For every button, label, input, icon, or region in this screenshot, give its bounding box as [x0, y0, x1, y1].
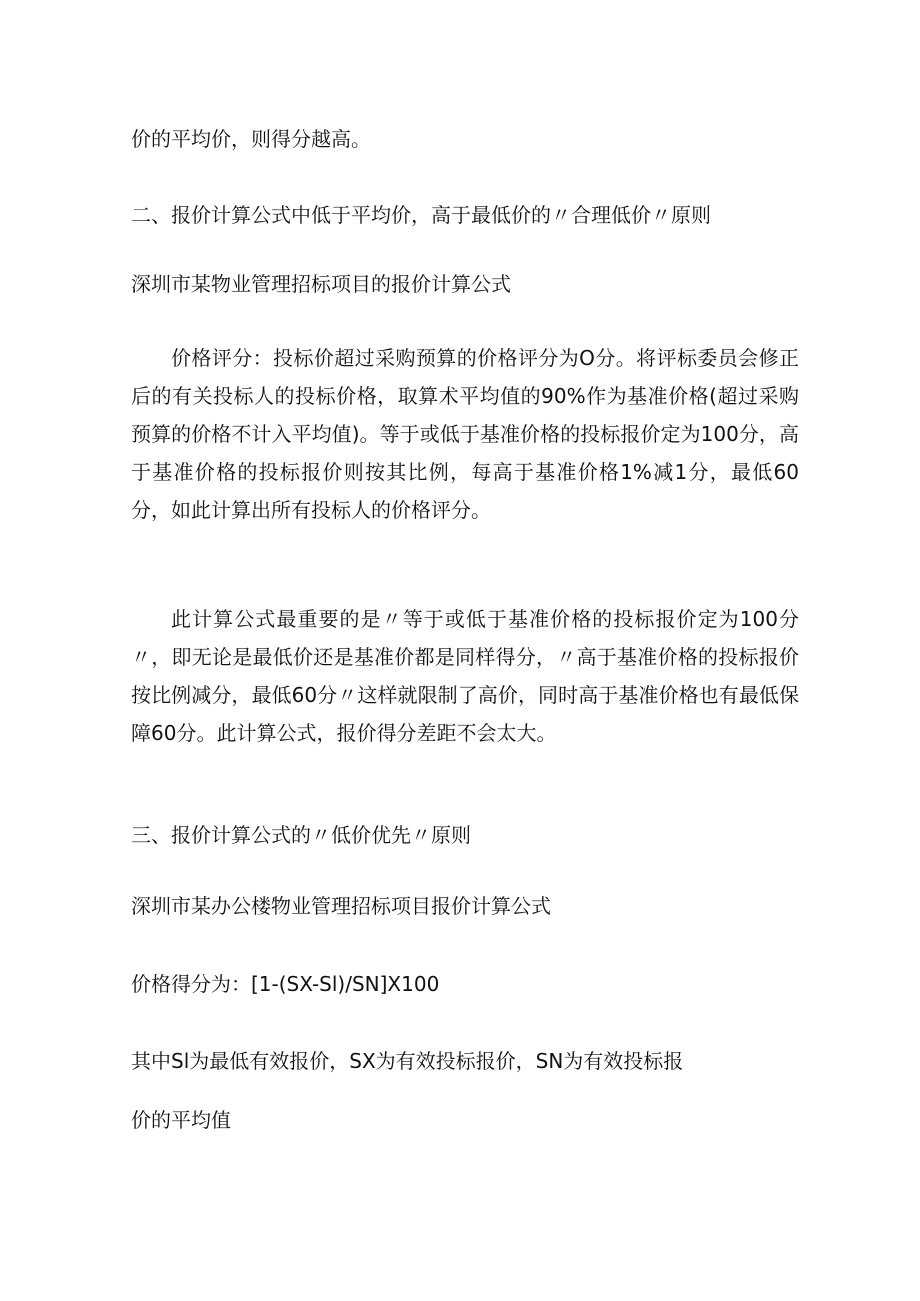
formula-line: 价格得分为：[1-(SX-Sl)/SN]X100 [131, 972, 440, 996]
text-line-1: 价的平均价，则得分越高。 [131, 127, 371, 151]
section-heading-2: 二、报价计算公式中低于平均价，高于最低价的〃合理低价〃原则 [131, 203, 711, 227]
subheading-formula-1: 深圳市某物业管理招标项目的报价计算公式 [131, 272, 511, 296]
formula-definition-cont: 价的平均值 [131, 1108, 231, 1132]
paragraph-formula-analysis: 此计算公式最重要的是〃等于或低于基准价格的投标报价定为100分〃，即无论是最低价还是基准价都是同样得分，〃高于基准价格的投标报价按比例减分，最低60分〃这样就限制了高价，同时高于基准价格也有最低保障60分。此计算公式，报价得分差距不会太大。 [131, 607, 799, 745]
paragraph-price-scoring: 价格评分：投标价超过采购预算的价格评分为O分。将评标委员会修正后的有关投标人的投标价格，取算术平均值的90%作为基准价格(超过采购预算的价格不计入平均值)。等于或低于基准价格的投标报价定为100分，高于基准价格的投标报价则按其比例，每高于基准价格1%减1分，最低60分，如此计算出所有投标人的价格评分。 [131, 346, 799, 522]
formula-definition: 其中Sl为最低有效报价，SX为有效投标报价，SN为有效投标报 [131, 1049, 684, 1073]
subheading-formula-2: 深圳市某办公楼物业管理招标项目报价计算公式 [131, 894, 551, 918]
section-heading-3: 三、报价计算公式的〃低价优先〃原则 [131, 823, 471, 847]
